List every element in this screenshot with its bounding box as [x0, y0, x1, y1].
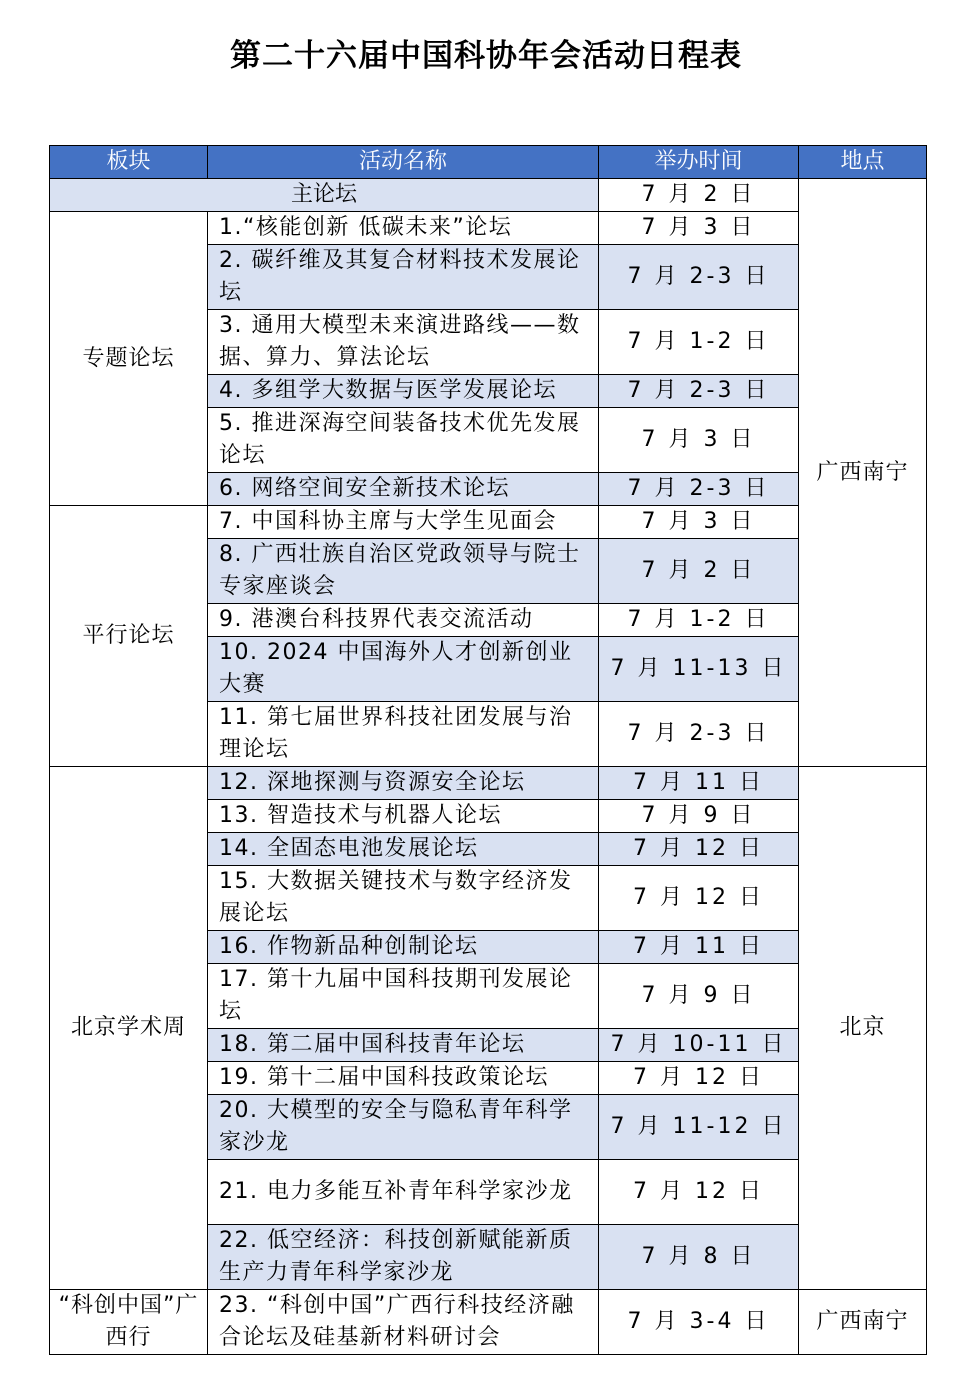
activity-time: 7 月 12 日 [599, 1062, 799, 1095]
block-beijing-week: 北京学术周 [50, 767, 208, 1290]
block-kechuang-guangxi: “科创中国”广西行 [50, 1290, 208, 1355]
activity-time: 7 月 2 日 [599, 539, 799, 604]
block-parallel-forum: 平行论坛 [50, 506, 208, 767]
activity-name: 18. 第二届中国科技青年论坛 [208, 1029, 599, 1062]
activity-name: 9. 港澳台科技界代表交流活动 [208, 604, 599, 637]
table-row [50, 506, 927, 539]
activity-time: 7 月 12 日 [599, 866, 799, 931]
activity-name: 3. 通用大模型未来演进路线——数据、算力、算法论坛 [208, 310, 599, 375]
activity-name: 23. “科创中国”广西行科技经济融合论坛及硅基新材料研讨会 [208, 1290, 599, 1355]
activity-name: 7. 中国科协主席与大学生见面会 [208, 506, 599, 539]
activity-name: 2. 碳纤维及其复合材料技术发展论坛 [208, 245, 599, 310]
activity-time: 7 月 11 日 [599, 931, 799, 964]
activity-time: 7 月 3 日 [599, 506, 799, 539]
activity-time: 7 月 12 日 [599, 833, 799, 866]
activity-name: 15. 大数据关键技术与数字经济发展论坛 [208, 866, 599, 931]
activity-name: 1.“核能创新 低碳未来”论坛 [208, 212, 599, 245]
place-beijing: 北京 [799, 767, 927, 1290]
activity-time: 7 月 1-2 日 [599, 310, 799, 375]
activity-time: 7 月 2-3 日 [599, 473, 799, 506]
activity-time: 7 月 11-13 日 [599, 637, 799, 702]
header-row [50, 146, 927, 179]
activity-time: 7 月 8 日 [599, 1225, 799, 1290]
activity-name: 20. 大模型的安全与隐私青年科学家沙龙 [208, 1095, 599, 1160]
activity-time: 7 月 3 日 [599, 408, 799, 473]
activity-time: 7 月 2-3 日 [599, 702, 799, 767]
activity-time: 7 月 12 日 [599, 1160, 799, 1225]
page-title: 第二十六届中国科协年会活动日程表 [230, 38, 742, 74]
table-row [50, 179, 927, 212]
activity-name: 21. 电力多能互补青年科学家沙龙 [208, 1160, 599, 1225]
activity-name: 4. 多组学大数据与医学发展论坛 [208, 375, 599, 408]
activity-name: 16. 作物新品种创制论坛 [208, 931, 599, 964]
activity-time: 7 月 1-2 日 [599, 604, 799, 637]
activity-time: 7 月 2-3 日 [599, 245, 799, 310]
activity-time: 7 月 3-4 日 [599, 1290, 799, 1355]
main-forum-name: 主论坛 [50, 179, 599, 212]
activity-name: 10. 2024 中国海外人才创新创业大赛 [208, 637, 599, 702]
activity-time: 7 月 2-3 日 [599, 375, 799, 408]
header-time: 举办时间 [599, 146, 799, 179]
table-row [50, 1290, 927, 1355]
activity-time: 7 月 10-11 日 [599, 1029, 799, 1062]
activity-time: 7 月 11-12 日 [599, 1095, 799, 1160]
activity-name: 6. 网络空间安全新技术论坛 [208, 473, 599, 506]
block-special-forum: 专题论坛 [50, 212, 208, 506]
activity-name: 14. 全固态电池发展论坛 [208, 833, 599, 866]
activity-name: 13. 智造技术与机器人论坛 [208, 800, 599, 833]
header-place: 地点 [799, 146, 927, 179]
activity-name: 17. 第十九届中国科技期刊发展论坛 [208, 964, 599, 1029]
activity-time: 7 月 3 日 [599, 212, 799, 245]
activity-name: 12. 深地探测与资源安全论坛 [208, 767, 599, 800]
header-block: 板块 [50, 146, 208, 179]
activity-name: 5. 推进深海空间装备技术优先发展论坛 [208, 408, 599, 473]
activity-time: 7 月 9 日 [599, 800, 799, 833]
main-forum-time: 7 月 2 日 [599, 179, 799, 212]
activity-time: 7 月 9 日 [599, 964, 799, 1029]
header-activity: 活动名称 [208, 146, 599, 179]
activity-name: 22. 低空经济：科技创新赋能新质生产力青年科学家沙龙 [208, 1225, 599, 1290]
table-row [50, 212, 927, 245]
activity-name: 19. 第十二届中国科技政策论坛 [208, 1062, 599, 1095]
activity-time: 7 月 11 日 [599, 767, 799, 800]
place-guangxi-nanning-2: 广西南宁 [799, 1290, 927, 1355]
activity-name: 11. 第七届世界科技社团发展与治理论坛 [208, 702, 599, 767]
table-row [50, 767, 927, 800]
activity-name: 8. 广西壮族自治区党政领导与院士专家座谈会 [208, 539, 599, 604]
schedule-table [49, 145, 927, 1355]
place-guangxi-nanning: 广西南宁 [799, 179, 927, 767]
